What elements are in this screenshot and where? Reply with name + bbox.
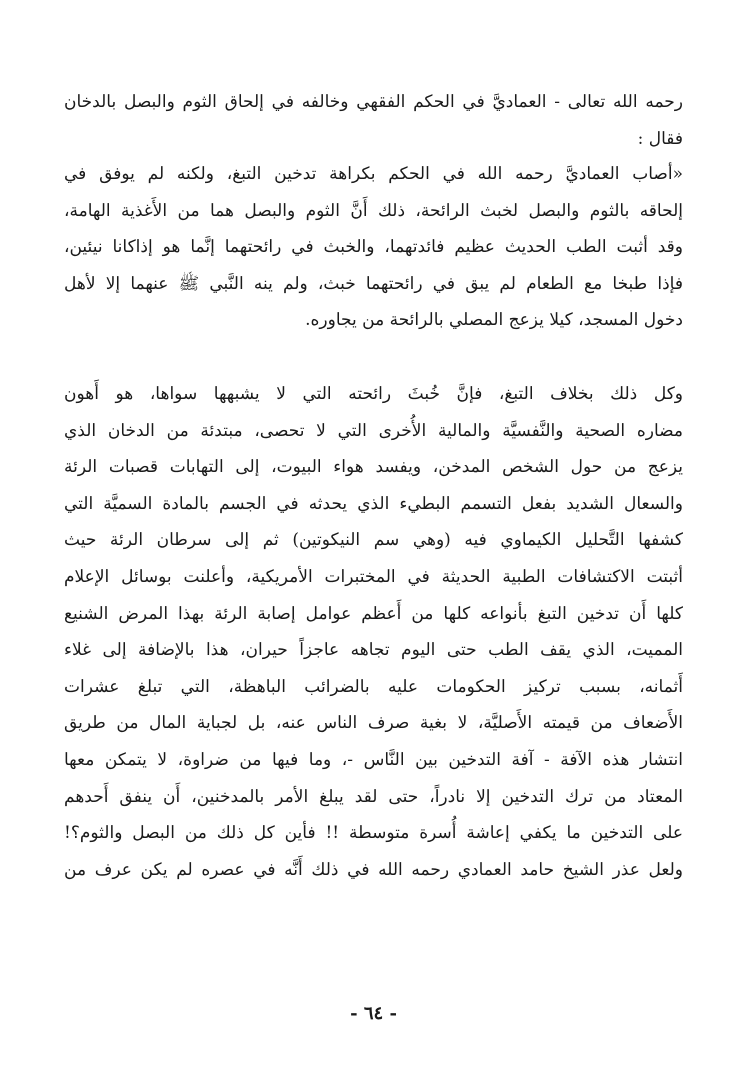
text-line: المميت، الذي يقف الطب حتى اليوم تجاهه عاجزاً حيران، هذا بالإضافة إلى غلاء (64, 640, 683, 661)
quote-paragraph (64, 156, 683, 339)
text-line: إلحاقه بالثوم والبصل لخبث الرائحة، ذلك أَنَّ الثوم والبصل هما من الأَغذية الهامة، (64, 200, 683, 221)
text-line: رحمه الله تعالى - العماديَّ في الحكم الفقهي وخالفه في إلحاق الثوم والبصل بالدخان (64, 92, 683, 112)
text-line: فقال : (637, 128, 683, 149)
main-paragraph (64, 376, 683, 888)
text-line: والسعال الشديد بفعل التسمم البطيء الذي يحدثه في الجسم بالمادة السميَّة التي (64, 493, 683, 514)
text-line: وكل ذلك بخلاف التبغ، فإنَّ خُبثَ رائحته التي لا يشبهها سواها، هو أَهون (64, 384, 683, 404)
text-line: وقد أثبت الطب الحديث عظيم فائدتهما، والخبث في رائحتهما إنَّما هو إذاكانا نيئين، (64, 237, 683, 258)
text-line: على التدخين ما يكفي إعاشة أُسرة متوسطة !! فأين كل ذلك من البصل والثوم؟! (64, 823, 683, 844)
text-line: «أصاب العماديَّ رحمه الله في الحكم بكراهة تدخين التبغ، ولكنه لم يوفق في (64, 164, 683, 184)
text-line: يزعج من حول الشخص المدخن، ويفسد هواء البيوت، إلى التهابات قصبات الرئة (64, 457, 683, 478)
text-line: الأَضعاف من قيمته الأَصليَّة، لا بغية صرف الناس عنه، بل لجباية المال من طريق (64, 713, 683, 734)
text-line: أَثمانه، بسبب تركيز الحكومات عليه بالضرائب الباهظة، التي تبلغ عشرات (64, 676, 683, 697)
text-line: دخول المسجد، كيلا يزعج المصلي بالرائحة من يجاوره. (305, 310, 683, 331)
text-line: المعتاد من ترك التدخين إلا نادراً، حتى لقد يبلغ الأمر بالمدخنين، أَن ينفق أَحدهم (64, 786, 683, 807)
text-line: كشفها التَّحليل الكيماوي فيه (وهي سم النيكوتين) ثم إلى سرطان الرئة حيث (64, 530, 683, 551)
text-line: انتشار هذه الآفة - آفة التدخين بين النَّاس -، وما فيها من ضراوة، لا يتمكن معها (64, 749, 683, 770)
intro-paragraph (64, 84, 683, 157)
text-line: فإذا طبخا مع الطعام لم يبق في رائحتهما خبث، ولم ينه النَّبي ﷺ عنهما إلا لأهل (64, 273, 683, 294)
text-line: ولعل عذر الشيخ حامد العمادي رحمه الله في ذلك أَنَّه في عصره لم يكن عرف من (64, 859, 683, 880)
text-line: أثبتت الاكتشافات الطبية الحديثة في المختبرات الأمريكية، وأعلنت بوسائل الإعلام (64, 566, 683, 587)
page-number: - ٦٤ - (350, 1003, 397, 1024)
text-line: كلها أَن تدخين التبغ بأنواعه كلها من أَعظم عوامل إصابة الرئة بهذا المرض الشنيع (64, 603, 683, 624)
text-line: مضاره الصحية والنَّفسيَّة والمالية الأُخرى التي لا تحصى، مبتدئة من الدخان الذي (64, 420, 683, 441)
